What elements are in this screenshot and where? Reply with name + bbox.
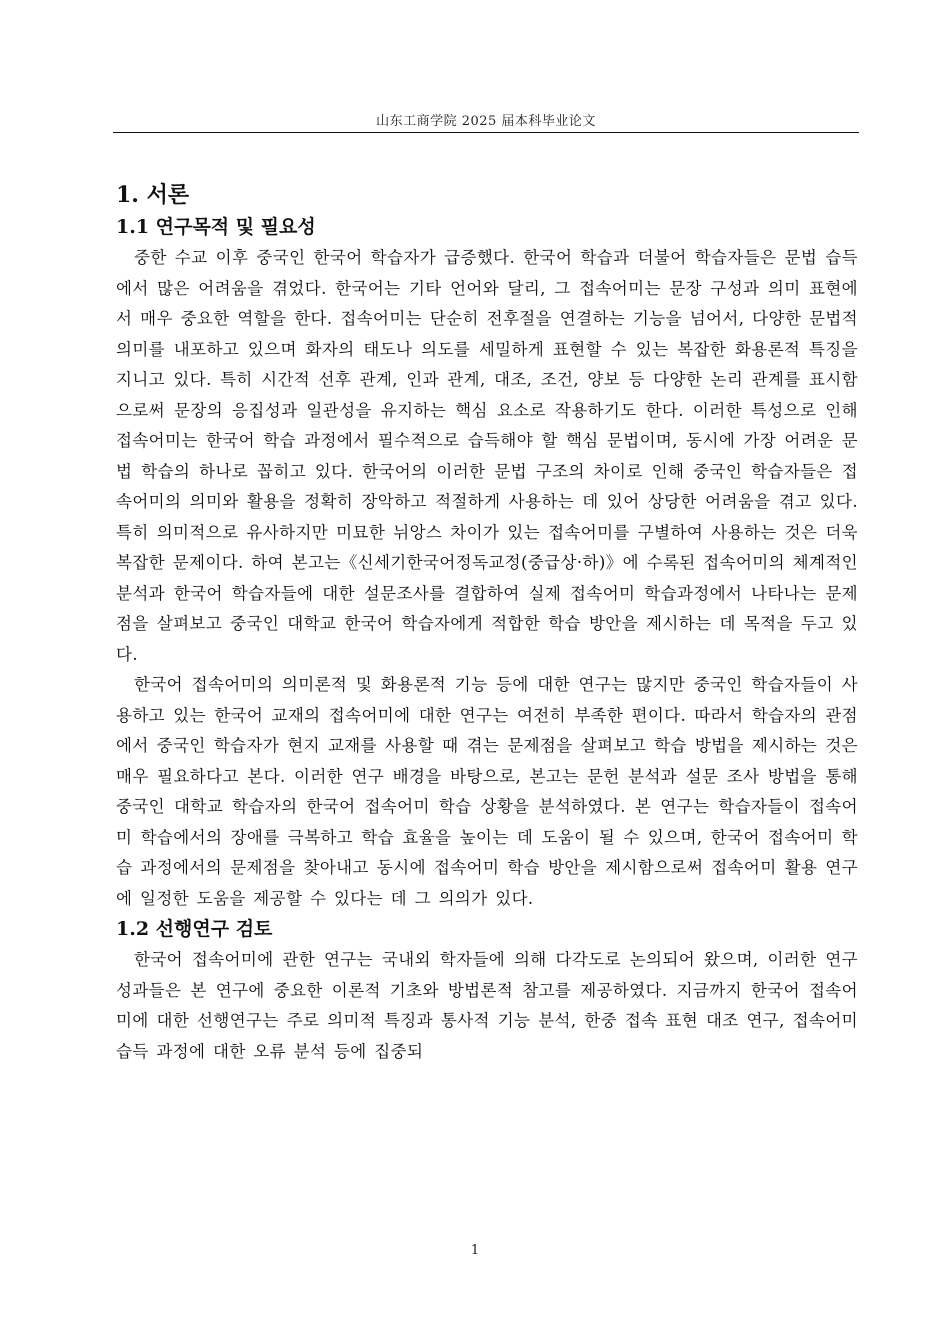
chapter-title: 1. 서론 xyxy=(116,182,190,208)
section-title-1-1: 1.1 연구목적 및 필요성 xyxy=(116,216,316,238)
page-number: 1 xyxy=(470,1243,480,1258)
paragraph: 중한 수교 이후 중국인 한국어 학습자가 급증했다. 한국어 학습과 더불어 학습자들은 문법 습득에서 많은 어려움을 겪었다. 한국어는 기타 언어와 달리, 그 접속어미는 문장 구성과 의미 표현에서 매우 중요한 역할을 한다. 접속어미는 단순히 전후절을 연결하는 기능을 넘어서, 다양한 문법적 의미를 내포하고 있으며 화자의 태도나 의도를 세밀하게 표현할 수 있는 복잡한 화용론적 특징을 지니고 있다. 특히 시간적 선후 관계, 인과 관계, 대조, 조건, 양보 등 다양한 논리 관계를 표시함으로써 문장의 응집성과 일관성을 유지하는 핵심 요소로 작용하기도 한다. 이러한 특성으로 인해 접속어미는 한국어 학습 과정에서 필수적으로 습득해야 할 핵심 문법이며, 동시에 가장 어려운 문법 학습의 하나로 꼽히고 있다. 한국어의 이러한 문법 구조의 차이로 인해 중국인 학습자들은 접속어미의 의미와 활용을 정확히 장악하고 적절하게 사용하는 데 있어 상당한 어려움을 겪고 있다. 특히 의미적으로 유사하지만 미묘한 뉘앙스 차이가 있는 접속어미를 구별하여 사용하는 것은 더욱 복잡한 문제이다. 하여 본고는《신세기한국어정독교정(중급상·하)》에 수록된 접속어미의 체계적인 분석과 한국어 학습자들에 대한 설문조사를 결합하여 실제 접속어미 학습과정에서 나타나는 문제점을 살펴보고 중국인 대학교 한국어 학습자에게 적합한 학습 방안을 제시하는 데 목적을 두고 있다. xyxy=(116,248,858,664)
paragraph: 한국어 접속어미의 의미론적 및 화용론적 기능 등에 대한 연구는 많지만 중국인 학습자들이 사용하고 있는 한국어 교재의 접속어미에 대한 연구는 여전히 부족한 편이다. 따라서 학습자의 관점에서 중국인 학습자가 현지 교재를 사용할 때 겪는 문제점을 살펴보고 학습 방법을 제시하는 것은 매우 필요하다고 본다. 이러한 연구 배경을 바탕으로, 본고는 문헌 분석과 설문 조사 방법을 통해 중국인 대학교 학습자의 한국어 접속어미 학습 상황을 분석하였다. 본 연구는 학습자들이 접속어미 학습에서의 장애를 극복하고 학습 효율을 높이는 데 도움이 될 수 있으며, 한국어 접속어미 학습 과정에서의 문제점을 찾아내고 동시에 접속어미 학습 방안을 제시함으로써 접속어미 활용 연구에 일정한 도움을 제공할 수 있다는 데 그 의의가 있다. xyxy=(116,675,858,908)
paragraph: 한국어 접속어미에 관한 연구는 국내외 학자들에 의해 다각도로 논의되어 왔으며, 이러한 연구성과들은 본 연구에 중요한 이론적 기초와 방법론적 참고를 제공하였다. 지금까지 한국어 접속어미에 대한 선행연구는 주로 의미적 특징과 통사적 기능 분석, 한중 접속 표현 대조 연구, 접속어미 습득 과정에 대한 오류 분석 등에 집중되 xyxy=(116,950,858,1061)
section-title-1-2: 1.2 선행연구 검토 xyxy=(116,918,273,940)
running-header: 山东工商学院 2025 届本科毕业论文 xyxy=(376,114,596,129)
body-content xyxy=(116,178,858,1067)
header-divider xyxy=(113,132,859,133)
